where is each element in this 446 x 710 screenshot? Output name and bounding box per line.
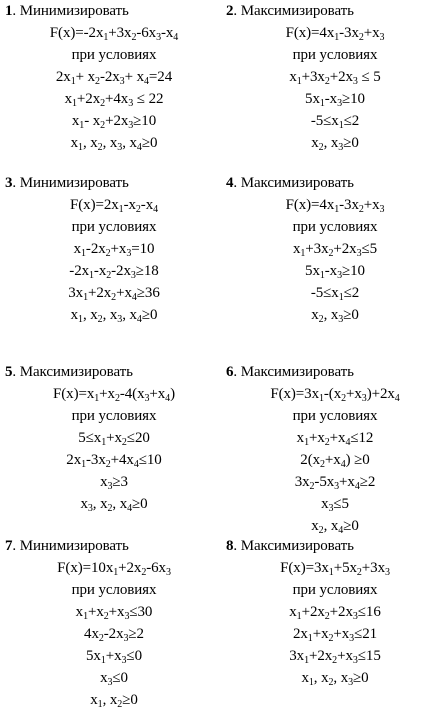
conditions-label: при условиях [292,47,378,63]
constraint: $x_1+2x_2+4x_3 \le 22$ [64,91,164,109]
objective-function: $F(x)=3x_1-(x_2+x_3)+2x_4$ [270,386,400,404]
non-negativity: $x_1$, $x_2$, $x_3$, $x_4\ge 0$ [70,135,158,153]
problem-header [5,2,223,20]
objective-function: $F(x)=x_1+x_2-4(x_3+x_4)$ [53,386,175,404]
non-negativity: $x_2$, $x_3\ge 0$ [311,307,359,325]
problem-header [226,2,444,20]
constraint: $x_1+2x_2+2x_3\le 16$ [289,604,381,622]
objective-function: $F(x)=4x_1-3x_2+x_3$ [285,25,385,43]
problem-number: 2 [226,3,234,19]
conditions-label: при условиях [292,408,378,424]
problem-objective-type: . Максимизировать [233,364,354,380]
constraint: $x_1+x_2+x_4\le 12$ [296,430,374,448]
constraint: $5\le x_1+x_2\le 20$ [78,430,150,448]
constraint: $4x_2-2x_3\ge 2$ [84,626,144,644]
constraint: $x_3\le 5$ [321,496,349,514]
conditions-label: при условиях [292,582,378,598]
non-negativity: $x_1$, $x_2\ge 0$ [90,692,138,710]
constraint: $2x_1+x_2+x_3\le 21$ [292,626,378,644]
constraint: $5x_1+x_3\le 0$ [86,648,142,666]
problem-number: 5 [5,364,13,380]
objective-function: $F(x)=3x_1+5x_2+3x_3$ [280,560,390,578]
non-negativity: $x_1$, $x_2$, $x_3\ge 0$ [301,670,369,688]
constraint: $3x_1+2x_2+x_4\ge 36$ [68,285,160,303]
constraint: $5x_1-x_3\ge 10$ [305,91,365,109]
constraint: $2x_1+ x_2-2x_3+ x_4=24$ [55,69,173,87]
problem-header [226,174,444,192]
non-negativity: $x_2$, $x_4\ge 0$ [311,518,359,536]
problem-objective-type: . Минимизировать [12,175,129,191]
conditions-label: при условиях [71,408,157,424]
non-negativity: $x_3$, $x_2$, $x_4\ge 0$ [80,496,148,514]
problem-header [226,363,444,381]
problem-number: 6 [226,364,234,380]
objective-function: $F(x)=4x_1-3x_2+x_3$ [285,197,385,215]
objective-function: $F(x)=-2x_1+3x_2-6x_3-x_4$ [49,25,179,43]
problem-header [5,363,223,381]
constraint: $5x_1-x_3\ge 10$ [305,263,365,281]
problem-number: 3 [5,175,13,191]
constraint: $x_3\le 0$ [100,670,128,688]
problem-header [5,174,223,192]
constraint: $-5\le x_1\le 2$ [310,285,360,303]
problem-objective-type: . Минимизировать [12,3,129,19]
constraint: $2x_1-3x_2+4x_4\le 10$ [66,452,162,470]
constraint: $x_1-2x_2+x_3=10$ [73,241,155,259]
problem-number: 7 [5,538,13,554]
problem-objective-type: . Максимизировать [233,3,354,19]
problem-objective-type: . Максимизировать [233,175,354,191]
problem-objective-type: . Максимизировать [233,538,354,554]
problem-objective-type: . Минимизировать [12,538,129,554]
constraint: $x_1+3x_2+2x_3\le 5$ [292,241,378,259]
constraint: $3x_1+2x_2+x_3\le 15$ [289,648,381,666]
constraint: $-2x_1-x_2-2x_3\ge 18$ [69,263,159,281]
conditions-label: при условиях [292,219,378,235]
problem-header [226,537,444,555]
constraint: $x_3\ge 3$ [100,474,128,492]
objective-function: $F(x)=10x_1+2x_2-6x_3$ [57,560,171,578]
problem-number: 8 [226,538,234,554]
constraint: $x_1+3x_2+2x_3 \le 5$ [289,69,381,87]
constraint: $x_1-$ $x_2+2x_3\ge 10$ [71,113,157,131]
conditions-label: при условиях [71,582,157,598]
constraint: $-5\le x_1\le 2$ [310,113,360,131]
problem-number: 1 [5,3,13,19]
conditions-label: при условиях [71,219,157,235]
problem-number: 4 [226,175,234,191]
constraint: $2(x_2+x_4) \ge 0$ [300,452,370,470]
non-negativity: $x_1$, $x_2$, $x_3$, $x_4\ge 0$ [70,307,158,325]
problem-objective-type: . Максимизировать [12,364,133,380]
constraint: $x_1+x_2+x_3\le 30$ [75,604,153,622]
non-negativity: $x_2$, $x_3\ge 0$ [311,135,359,153]
constraint: $3x_2-5x_3+x_4\ge 2$ [294,474,376,492]
objective-function: $F(x)=2x_1-x_2-x_4$ [70,197,158,215]
conditions-label: при условиях [71,47,157,63]
problem-header [5,537,223,555]
